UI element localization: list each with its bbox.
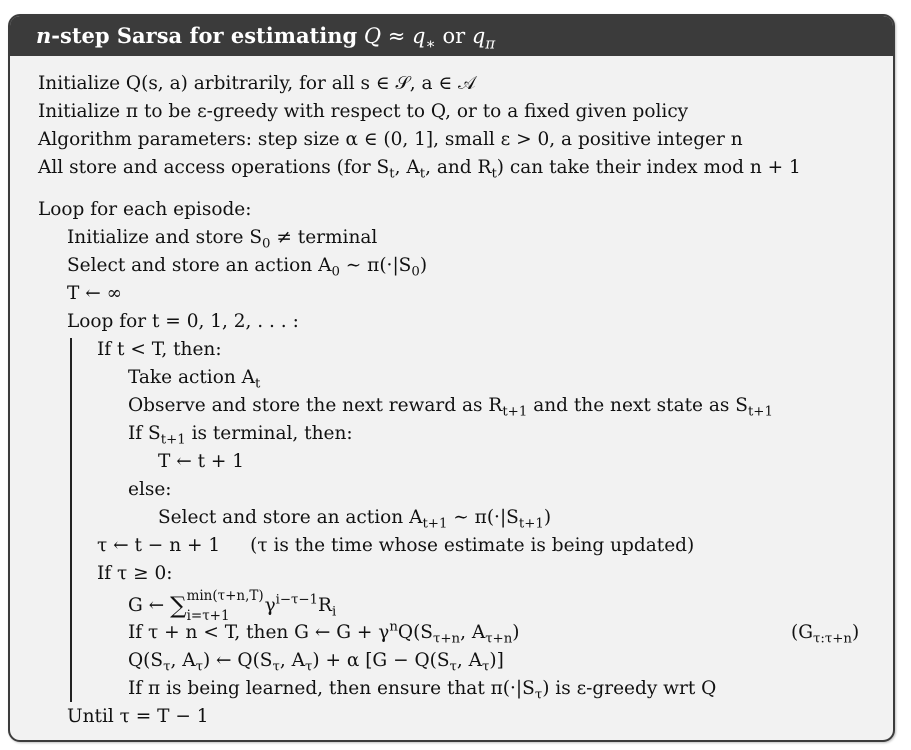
t-update-line: T ← t + 1 [158,451,245,472]
loop-episode-line: Loop for each episode: [38,199,252,220]
else-line: else: [128,479,172,500]
parameters-line: Algorithm parameters: step size α ∈ (0, 1], small ε > 0, a positive integer n [38,129,743,150]
if-tau-line: If τ ≥ 0: [97,563,173,584]
algorithm-title [10,16,893,56]
until-line: Until τ = T − 1 [67,706,209,727]
init-store-s0-line: Initialize and store $S_0$ ≠ terminal [67,227,378,252]
loop-bar [70,338,72,702]
if-t-lt-T-line: If t < T, then: [97,339,222,360]
q-update-line: $Q(S_\tau$, $A_\tau$) ← $Q(S_\tau$, $A_\tau) + \alpha$ [$G - Q(S_\tau$, $A_\tau$)] [128,650,504,675]
init-pi-line: Initialize π to be ε-greedy with respect to Q, or to a fixed given policy [38,101,689,122]
policy-learned-line: If π is being learned, then ensure that $\pi(\cdot|S_\tau)$ is ε-greedy wrt Q [128,678,717,703]
title-or: or [442,24,466,48]
title-bold: -step Sarsa for estimating [51,23,358,48]
title-sub-star: ∗ [425,34,436,53]
title-sub-pi: π [485,34,496,53]
algorithm-box [8,14,895,742]
select-a0-line: Select and store an action $A_0$ ∼ $\pi(\cdot|S_0)$ [67,255,428,280]
title-q-pi: q [471,24,486,48]
observe-line: Observe and store the next reward as $R_{t+1}$ and the next state as $S_{t+1}$ [128,395,773,420]
tau-assign-line: τ ← t − n + 1 (τ is the time whose estimate is being updated) [97,535,695,556]
take-action-line: Take action $A_t$ [128,367,261,392]
init-q-line: Initialize Q(s, a) arbitrarily, for all s ∈ 𝒮, a ∈ 𝒜 [38,73,476,94]
select-next-action-line: Select and store an action $A_{t+1}$ ∼ $\pi(\cdot|S_{t+1})$ [158,507,552,532]
algorithm-body [10,56,893,740]
title-math: Q ≈ q [363,24,426,48]
return-label: $(G_{\tau:\tau+n})$ [791,622,860,647]
loop-t-line: Loop for t = 0, 1, 2, . . . : [67,311,299,332]
store-access-line: All store and access operations (for $S_t$, $A_t$, and $R_t$) can take their index mod n + 1 [38,157,801,182]
return-sum-line: G ← ∑ min(τ+n,T) i=τ+1 $\gamma^{i-\tau-1}R_i$ [128,588,337,624]
if-terminal-line: If $S_{t+1}$ is terminal, then: [128,423,353,448]
title-n: n [36,23,52,48]
bootstrap-line: If τ + n < T, then G ← $G + \gamma^nQ(S_{\tau+n}$, $A_{\tau+n}$) [128,619,520,647]
t-infinity-line: T ← ∞ [67,283,123,304]
